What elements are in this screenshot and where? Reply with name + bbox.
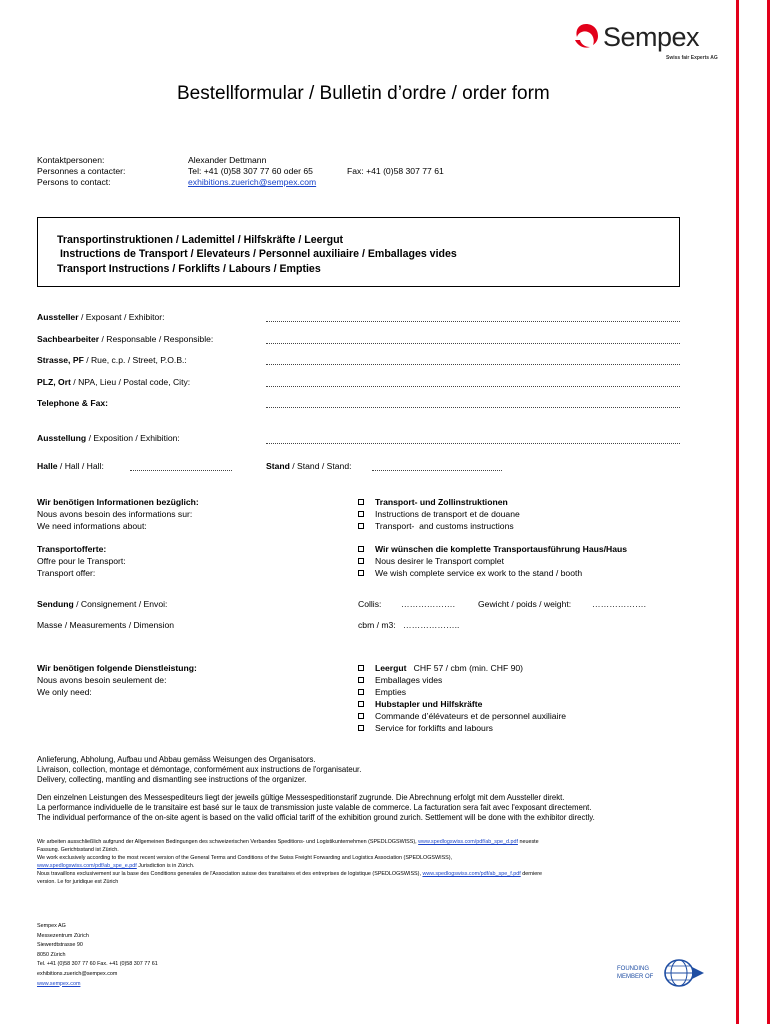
stand-label: Stand / Stand / Stand: — [266, 461, 352, 471]
services-label-en: We only need: — [37, 687, 92, 697]
box-line-de: Transportinstruktionen / Lademittel / Hilfskräfte / Leergut — [57, 234, 344, 246]
service-option-forklift-fr: Commande d’élévateurs et de personnel auxiliaire — [375, 711, 567, 721]
services-label-fr: Nous avons besoin seulement de: — [37, 675, 167, 685]
stand-input[interactable] — [372, 470, 502, 471]
offer-checkbox-fr[interactable] — [358, 558, 364, 564]
service-checkbox-1[interactable] — [358, 665, 364, 671]
offer-option-fr: Nous desirer le Transport complet — [375, 556, 504, 566]
info-label-fr: Nous avons besoin des informations sur: — [37, 509, 193, 519]
founding-member-text: FOUNDING MEMBER OF — [617, 966, 654, 980]
service-checkbox-5[interactable] — [358, 713, 364, 719]
cbm-label: cbm / m3: — [358, 620, 396, 630]
service-option-empties-en: Empties — [375, 687, 407, 697]
info-option-de: Transport- und Zollinstruktionen — [375, 497, 508, 507]
terms-link-en[interactable]: www.spedlogswiss.com/pdf/ab_spe_e.pdf — [37, 863, 137, 869]
fiata-logo-icon — [662, 958, 706, 988]
offer-label-en: Transport offer: — [37, 568, 96, 578]
info-checkbox-de[interactable] — [358, 499, 364, 505]
service-option-empties-de: Leergut CHF 57 / cbm (min. CHF 90) — [375, 663, 524, 673]
info-label-de: Wir benötigen Informationen bezüglich: — [37, 497, 199, 507]
service-checkbox-4[interactable] — [358, 701, 364, 707]
logo-brand: Sempex — [603, 22, 700, 52]
phone-input[interactable] — [266, 407, 680, 408]
offer-option-en: We wish complete service ex work to the stand / booth — [375, 568, 583, 578]
city-input[interactable] — [266, 386, 680, 387]
responsible-input[interactable] — [266, 343, 680, 344]
service-option-forklift-de: Hubstapler und Hilfskräfte — [375, 699, 483, 709]
offer-label-de: Transportofferte: — [37, 544, 107, 554]
service-option-empties-fr: Emballages vides — [375, 675, 443, 685]
offer-checkbox-de[interactable] — [358, 546, 364, 552]
contact-email-link[interactable]: exhibitions.zuerich@sempex.com — [188, 177, 317, 187]
info-option-en: Transport- and customs instructions — [375, 521, 514, 531]
colis-input[interactable]: ………………. — [401, 599, 455, 609]
contacts-label-fr: Personnes a contacter: — [37, 166, 126, 176]
box-line-en: Transport Instructions / Forklifts / Labours / Empties — [57, 263, 321, 275]
service-option-forklift-en: Service for forklifts and labours — [375, 723, 493, 733]
contacts-label-en: Persons to contact: — [37, 177, 111, 187]
street-input[interactable] — [266, 364, 680, 365]
shipment-label: Sendung / Consignement / Envoi: — [37, 599, 168, 609]
contact-name: Alexander Dettmann — [188, 155, 267, 165]
delivery-notes: Anlieferung, Abholung, Aufbau und Abbau gemäss Weisungen des Organisators. Livraison, collection, montage et démontage, conformément aux instructions de l'organisateur. Delivery, collecting, mantling and dismantling see instructions of the organizer. — [37, 755, 362, 784]
offer-option-de: Wir wünschen die komplette Transportausführung Haus/Haus — [375, 544, 628, 554]
exhibitor-input[interactable] — [266, 321, 680, 322]
footer-address: Sempex AG Messezentrum Zürich Siewerdtstrasse 90 8050 Zürich Tel. +41 (0)58 307 77 60 Fax. +41 (0)58 307 77 61 exhibitions.zuerich@sempex.com www.sempex.com — [37, 922, 158, 989]
service-checkbox-6[interactable] — [358, 725, 364, 731]
red-border-inner — [739, 0, 767, 1024]
legal-terms: Wir arbeiten ausschließlich aufgrund der Allgemeinen Bedingungen des schweizerischen Verbandes Speditions- und Logistikunternehmen (SPEDLOGSWISS), www.spedlogswiss.com/pdf/ab_spe_d.pdf neueste Fassung. Gerichtsstand ist Zürich. We work exclusively according to the most recent version of the General Terms and Conditions of the Swiss Freight Forwarding and Logistics Association (SPEDLOGSWISS), www.spedlogswiss.com/pdf/ab_spe_e.pdf Jurisdiction is in Zürich. Nous travaillons exclusivement sur la base des Conditions generales de l'Association suisse des transitaires et des entreprises de logistique (SPEDLOGSWISS), www.spedlogswiss.com/pdf/ab_spe_f.pdf derniere version. Le for juridique est Zürich — [37, 839, 543, 885]
info-checkbox-fr[interactable] — [358, 511, 364, 517]
info-checkbox-en[interactable] — [358, 523, 364, 529]
page-title: Bestellformular / Bulletin d’ordre / order form — [177, 83, 550, 104]
hall-input[interactable] — [130, 470, 232, 471]
offer-label-fr: Offre pour le Transport: — [37, 556, 126, 566]
responsible-label: Sachbearbeiter / Responsable / Responsible: — [37, 334, 214, 344]
weight-label: Gewicht / poids / weight: — [478, 599, 572, 609]
contact-fax: Fax: +41 (0)58 307 77 61 — [347, 166, 444, 176]
service-checkbox-2[interactable] — [358, 677, 364, 683]
tariff-notes: Den einzelnen Leistungen des Messespediteurs liegt der jeweils gültige Messespeditionstarif zugrunde. Die Abrechnung erfolgt mit dem Aussteller direkt. La performance individuelle de le transitaire est basé sur le taux de transmission juste valable de commerce. La facturation sera fait avec l'exposant directement. The individual performance of the on-site agent is based on the valid official tariff of the exhibition ground zurich. Settlement will be done with the exhibitor directly. — [37, 793, 595, 822]
service-checkbox-3[interactable] — [358, 689, 364, 695]
footer-website-link[interactable]: www.sempex.com — [37, 980, 81, 987]
box-line-fr: Instructions de Transport / Elevateurs / Personnel auxiliaire / Emballages vides — [57, 248, 457, 260]
exhibition-input[interactable] — [266, 443, 680, 444]
logo-tagline: Swiss fair Experts AG — [666, 55, 718, 61]
services-label-de: Wir benötigen folgende Dienstleistung: — [37, 663, 197, 673]
info-option-fr: Instructions de transport et de douane — [375, 509, 520, 519]
contacts-label-de: Kontaktpersonen: — [37, 155, 105, 165]
info-label-en: We need informations about: — [37, 521, 147, 531]
weight-input[interactable]: ………………. — [592, 599, 646, 609]
hall-label: Halle / Hall / Hall: — [37, 461, 104, 471]
sempex-logo-icon — [571, 22, 601, 52]
measure-label: Masse / Measurements / Dimension — [37, 620, 175, 630]
city-label: PLZ, Ort / NPA, Lieu / Postal code, City: — [37, 377, 191, 387]
exhibition-label: Ausstellung / Exposition / Exhibition: — [37, 433, 180, 443]
colis-label: Collis: — [358, 599, 382, 609]
street-label: Strasse, PF / Rue, c.p. / Street, P.O.B.: — [37, 355, 187, 365]
contact-tel: Tel: +41 (0)58 307 77 60 oder 65 — [188, 166, 313, 176]
terms-link-de[interactable]: www.spedlogswiss.com/pdf/ab_spe_d.pdf — [418, 839, 518, 845]
offer-checkbox-en[interactable] — [358, 570, 364, 576]
phone-label: Telephone & Fax: — [37, 398, 108, 408]
exhibitor-label: Aussteller / Exposant / Exhibitor: — [37, 312, 165, 322]
cbm-input[interactable]: ……………….. — [403, 620, 460, 630]
terms-link-fr[interactable]: www.spedlogswiss.com/pdf/ab_spe_f.pdf — [422, 871, 521, 877]
